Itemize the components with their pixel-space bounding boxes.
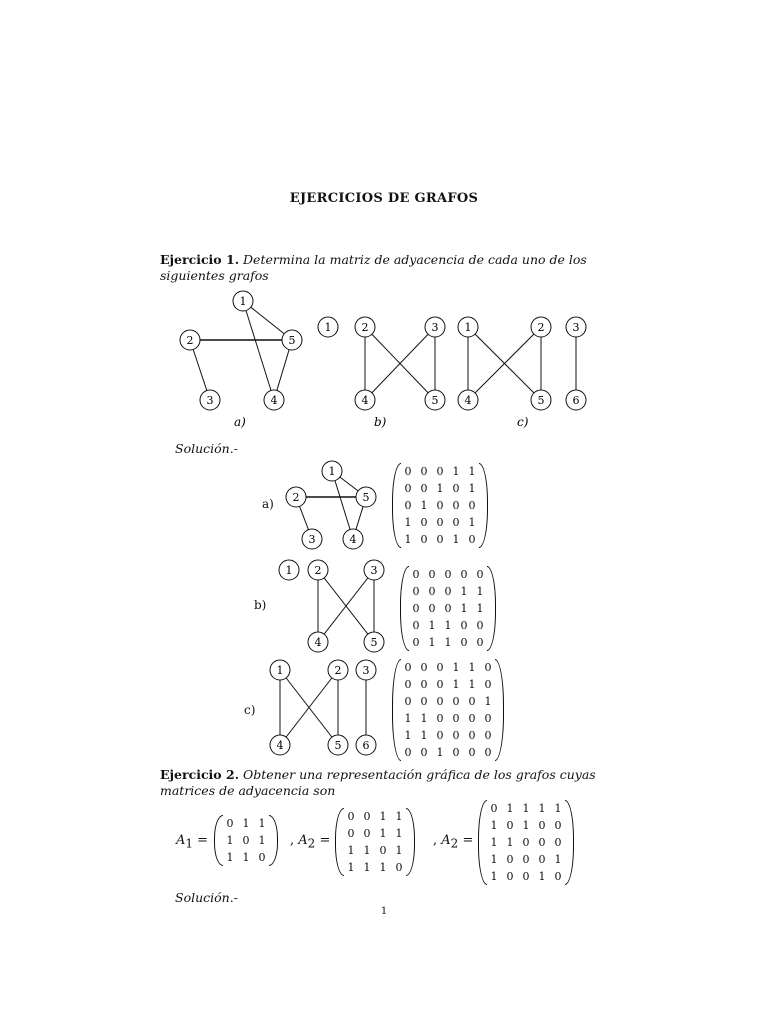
matrix-cell: 0 [444, 568, 452, 581]
solution-a-graph [280, 458, 390, 553]
solution-b-graph [270, 555, 390, 655]
matrix-cell: 1 [538, 802, 546, 815]
graph-node-label: 4 [349, 532, 357, 546]
matrix-cell: 0 [476, 619, 484, 632]
matrix-cell: 0 [484, 746, 492, 759]
graph-node-label: 4 [314, 635, 322, 649]
matrix-cell: 0 [538, 853, 546, 866]
matrix-cell: 0 [452, 729, 460, 742]
matrix-cell: 1 [476, 602, 484, 615]
matrix-cell: 1 [444, 619, 452, 632]
a3-subscript: 2 [450, 836, 459, 851]
graph-node-label: 1 [239, 294, 247, 308]
matrix-row [400, 514, 480, 531]
matrix-row [400, 480, 480, 497]
graph-node-label: 1 [328, 464, 336, 478]
matrix-cell: 1 [484, 695, 492, 708]
graph-node-label: 3 [370, 563, 378, 577]
matrix-cell: 1 [395, 844, 403, 857]
matrix-cell: 0 [428, 568, 436, 581]
graph-node-label: 2 [361, 320, 369, 334]
matrix-cell: 0 [468, 746, 476, 759]
matrix-cell: 1 [347, 861, 355, 874]
matrix-cell: 0 [404, 661, 412, 674]
a2-subscript: 2 [307, 836, 316, 851]
matrix-cell: 0 [226, 817, 234, 830]
exercise-2-statement [160, 767, 612, 799]
a2-equals: = [319, 833, 331, 848]
matrix-cell: 1 [420, 712, 428, 725]
matrix-row [400, 497, 480, 514]
matrix-cell: 1 [363, 861, 371, 874]
matrix-cell: 1 [404, 712, 412, 725]
matrix-cell: 0 [436, 712, 444, 725]
matrix-cell: 0 [468, 533, 476, 546]
graph-node-label: 2 [186, 333, 194, 347]
matrix-cell: 0 [436, 729, 444, 742]
matrix-cell: 0 [412, 619, 420, 632]
graph-node-label: 1 [285, 563, 293, 577]
solution-c-label: c) [244, 703, 256, 717]
matrix-cell: 1 [506, 802, 514, 815]
matrix-cell: 1 [452, 661, 460, 674]
matrix-cell: 0 [460, 619, 468, 632]
matrix-cell: 0 [420, 695, 428, 708]
matrix-cell: 0 [522, 853, 530, 866]
matrix-row [400, 676, 496, 693]
matrix-row [486, 868, 566, 885]
matrix-cell: 0 [484, 678, 492, 691]
matrix-cell: 0 [428, 585, 436, 598]
page-number: 1 [380, 906, 388, 917]
matrix-cell: 0 [476, 636, 484, 649]
solution-label-1: Solución.- [175, 441, 238, 456]
matrix-cell: 1 [379, 810, 387, 823]
matrix-cell: 1 [242, 817, 250, 830]
graph-node-label: 2 [314, 563, 322, 577]
matrix-cell: 0 [412, 568, 420, 581]
graph-node-label: 5 [334, 738, 342, 752]
matrix-row [222, 832, 270, 849]
matrix-cell: 1 [476, 585, 484, 598]
matrix-cell: 0 [452, 712, 460, 725]
matrix-cell: 0 [347, 810, 355, 823]
matrix-cell: 0 [420, 516, 428, 529]
matrix-cell: 1 [490, 819, 498, 832]
matrix-cell: 1 [460, 585, 468, 598]
matrix-cell: 1 [452, 465, 460, 478]
matrix-row [400, 693, 496, 710]
exercise-2-text: Obtener una representación gráfica de los grafos cuyas matrices de adyacencia son [160, 767, 596, 798]
graph-node-label: 2 [537, 320, 545, 334]
matrix-row [408, 617, 488, 634]
graph-node-label: 1 [464, 320, 472, 334]
graph-node-label: 3 [431, 320, 439, 334]
matrix-cell: 1 [452, 533, 460, 546]
exercise-1-label: Ejercicio 1. [160, 252, 240, 267]
matrix-cell: 0 [420, 746, 428, 759]
matrix-cell: 1 [395, 827, 403, 840]
matrix-row [400, 463, 480, 480]
matrix-cell: 1 [258, 817, 266, 830]
matrix-cell: 0 [420, 533, 428, 546]
matrix-row [343, 808, 407, 825]
a1-subscript: 1 [185, 836, 194, 851]
matrix-cell: 0 [420, 661, 428, 674]
matrix-A3 [478, 800, 574, 885]
matrix-cell: 0 [404, 678, 412, 691]
matrix-cell: 1 [379, 861, 387, 874]
a3-comma: , [433, 833, 438, 848]
matrix-cell: 1 [363, 844, 371, 857]
matrix-cell: 0 [484, 712, 492, 725]
graph-node-label: 4 [464, 393, 472, 407]
matrix-cell: 1 [554, 802, 562, 815]
matrix-row [343, 842, 407, 859]
graph-node-label: 6 [572, 393, 580, 407]
matrix-cell: 1 [468, 465, 476, 478]
matrix-row [343, 825, 407, 842]
graph-node-label: 2 [292, 490, 300, 504]
solution-c-graph [258, 655, 388, 760]
a3-equation-label [433, 833, 473, 851]
a1-letter: A [176, 833, 186, 848]
matrix-cell: 0 [452, 746, 460, 759]
graph-node-label: 3 [308, 532, 316, 546]
graph-node-label: 6 [362, 738, 370, 752]
graph-node-label: 4 [361, 393, 369, 407]
graph-node-label: 5 [362, 490, 370, 504]
matrix-cell: 1 [490, 853, 498, 866]
matrix-row [400, 531, 480, 548]
matrix-cell: 0 [242, 834, 250, 847]
matrix-cell: 0 [484, 729, 492, 742]
matrix-cell: 1 [404, 533, 412, 546]
matrix-cell: 0 [506, 853, 514, 866]
exercise-1-text: Determina la matriz de adyacencia de cada uno de los siguientes grafos [160, 252, 587, 283]
matrix-cell: 1 [242, 851, 250, 864]
matrix-row [408, 566, 488, 583]
solution-b-label: b) [254, 598, 267, 612]
matrix-cell: 0 [554, 870, 562, 883]
matrix-cell: 0 [436, 695, 444, 708]
matrix-row [400, 727, 496, 744]
graph-node-label: 3 [362, 663, 370, 677]
matrix-row [408, 583, 488, 600]
solution-a-label: a) [262, 497, 274, 511]
a2-letter: A [298, 833, 308, 848]
matrix-A2 [335, 808, 415, 876]
matrix-cell: 1 [468, 516, 476, 529]
matrix-cell: 0 [468, 729, 476, 742]
matrix-cell: 1 [452, 678, 460, 691]
matrix-row [400, 744, 496, 761]
matrix-A1 [214, 815, 278, 866]
exercise-2-label: Ejercicio 2. [160, 767, 240, 782]
matrix-cell: 1 [436, 482, 444, 495]
matrix-cell: 1 [395, 810, 403, 823]
matrix-cell: 0 [436, 516, 444, 529]
graph-node-label: 3 [206, 393, 214, 407]
matrix-cell: 0 [476, 568, 484, 581]
matrix-row [222, 849, 270, 866]
matrix-cell: 1 [506, 836, 514, 849]
page-title: EJERCICIOS DE GRAFOS [289, 191, 479, 206]
matrix-cell: 0 [468, 712, 476, 725]
matrix-cell: 0 [444, 602, 452, 615]
matrix-cell: 0 [420, 678, 428, 691]
matrix-cell: 1 [460, 602, 468, 615]
matrix-cell: 1 [226, 851, 234, 864]
a1-equation-label [176, 833, 208, 851]
matrix-row [486, 817, 566, 834]
matrix-c [392, 659, 504, 761]
matrix-cell: 1 [226, 834, 234, 847]
matrix-cell: 0 [258, 851, 266, 864]
matrix-cell: 0 [522, 870, 530, 883]
matrix-cell: 0 [412, 602, 420, 615]
matrix-cell: 0 [420, 482, 428, 495]
matrix-cell: 0 [347, 827, 355, 840]
matrix-cell: 0 [444, 585, 452, 598]
graph-b-label: b) [374, 415, 387, 429]
matrix-cell: 0 [460, 636, 468, 649]
matrix-cell: 1 [347, 844, 355, 857]
matrix-cell: 0 [484, 661, 492, 674]
matrix-row [400, 710, 496, 727]
graph-node-label: 1 [276, 663, 284, 677]
matrix-cell: 1 [428, 619, 436, 632]
matrix-cell: 0 [412, 585, 420, 598]
matrix-cell: 0 [490, 802, 498, 815]
matrix-cell: 1 [490, 836, 498, 849]
matrix-cell: 0 [420, 465, 428, 478]
matrix-cell: 1 [538, 870, 546, 883]
matrix-cell: 1 [428, 636, 436, 649]
matrix-cell: 0 [404, 499, 412, 512]
matrix-cell: 0 [538, 836, 546, 849]
matrix-row [486, 851, 566, 868]
matrix-cell: 0 [404, 482, 412, 495]
graph-node-label: 5 [537, 393, 545, 407]
matrix-row [222, 815, 270, 832]
matrix-cell: 0 [538, 819, 546, 832]
a2-equation-label [290, 833, 330, 851]
a3-equals: = [462, 833, 474, 848]
matrix-cell: 0 [428, 602, 436, 615]
graph-node-label: 3 [572, 320, 580, 334]
matrix-cell: 1 [522, 802, 530, 815]
matrix-row [408, 634, 488, 651]
matrix-cell: 0 [506, 819, 514, 832]
matrix-cell: 1 [258, 834, 266, 847]
matrix-cell: 1 [490, 870, 498, 883]
matrix-cell: 1 [404, 729, 412, 742]
graph-node-label: 4 [276, 738, 284, 752]
matrix-cell: 0 [554, 819, 562, 832]
matrix-cell: 0 [436, 499, 444, 512]
matrix-cell: 1 [420, 499, 428, 512]
matrix-cell: 0 [436, 661, 444, 674]
matrix-cell: 1 [522, 819, 530, 832]
matrix-cell: 0 [412, 636, 420, 649]
matrix-cell: 0 [452, 695, 460, 708]
matrix-cell: 1 [404, 516, 412, 529]
graph-node-label: 5 [431, 393, 439, 407]
matrix-row [408, 600, 488, 617]
matrix-cell: 1 [468, 661, 476, 674]
matrix-row [400, 659, 496, 676]
matrix-cell: 0 [404, 695, 412, 708]
matrix-cell: 1 [468, 482, 476, 495]
matrix-row [486, 834, 566, 851]
matrix-cell: 0 [404, 465, 412, 478]
matrix-cell: 0 [395, 861, 403, 874]
matrix-cell: 0 [452, 482, 460, 495]
matrix-cell: 0 [460, 568, 468, 581]
a1-equals: = [197, 833, 209, 848]
matrix-cell: 0 [468, 695, 476, 708]
matrix-cell: 0 [452, 499, 460, 512]
matrix-cell: 0 [522, 836, 530, 849]
graph-node-label: 5 [370, 635, 378, 649]
matrix-b [400, 566, 496, 651]
matrix-cell: 0 [363, 827, 371, 840]
exercise-1-graphs [150, 280, 610, 435]
matrix-cell: 0 [436, 465, 444, 478]
matrix-cell: 1 [436, 746, 444, 759]
graph-node-label: 5 [288, 333, 296, 347]
matrix-cell: 0 [452, 516, 460, 529]
matrix-row [343, 859, 407, 876]
matrix-cell: 0 [363, 810, 371, 823]
graph-node-label: 2 [334, 663, 342, 677]
a2-comma: , [290, 833, 295, 848]
matrix-cell: 1 [554, 853, 562, 866]
graph-c-label: c) [517, 415, 529, 429]
a3-letter: A [441, 833, 451, 848]
matrix-cell: 1 [468, 678, 476, 691]
matrix-cell: 0 [506, 870, 514, 883]
matrix-cell: 1 [420, 729, 428, 742]
matrix-cell: 0 [436, 533, 444, 546]
matrix-cell: 0 [379, 844, 387, 857]
graph-node-label: 4 [270, 393, 278, 407]
solution-label-2: Solución.- [175, 890, 238, 905]
graph-node-label: 1 [324, 320, 332, 334]
matrix-cell: 0 [468, 499, 476, 512]
matrix-cell: 0 [436, 678, 444, 691]
matrix-cell: 0 [404, 746, 412, 759]
matrix-cell: 1 [444, 636, 452, 649]
matrix-row [486, 800, 566, 817]
graph-a-label: a) [234, 415, 246, 429]
matrix-a [392, 463, 488, 548]
matrix-cell: 0 [554, 836, 562, 849]
matrix-cell: 1 [379, 827, 387, 840]
